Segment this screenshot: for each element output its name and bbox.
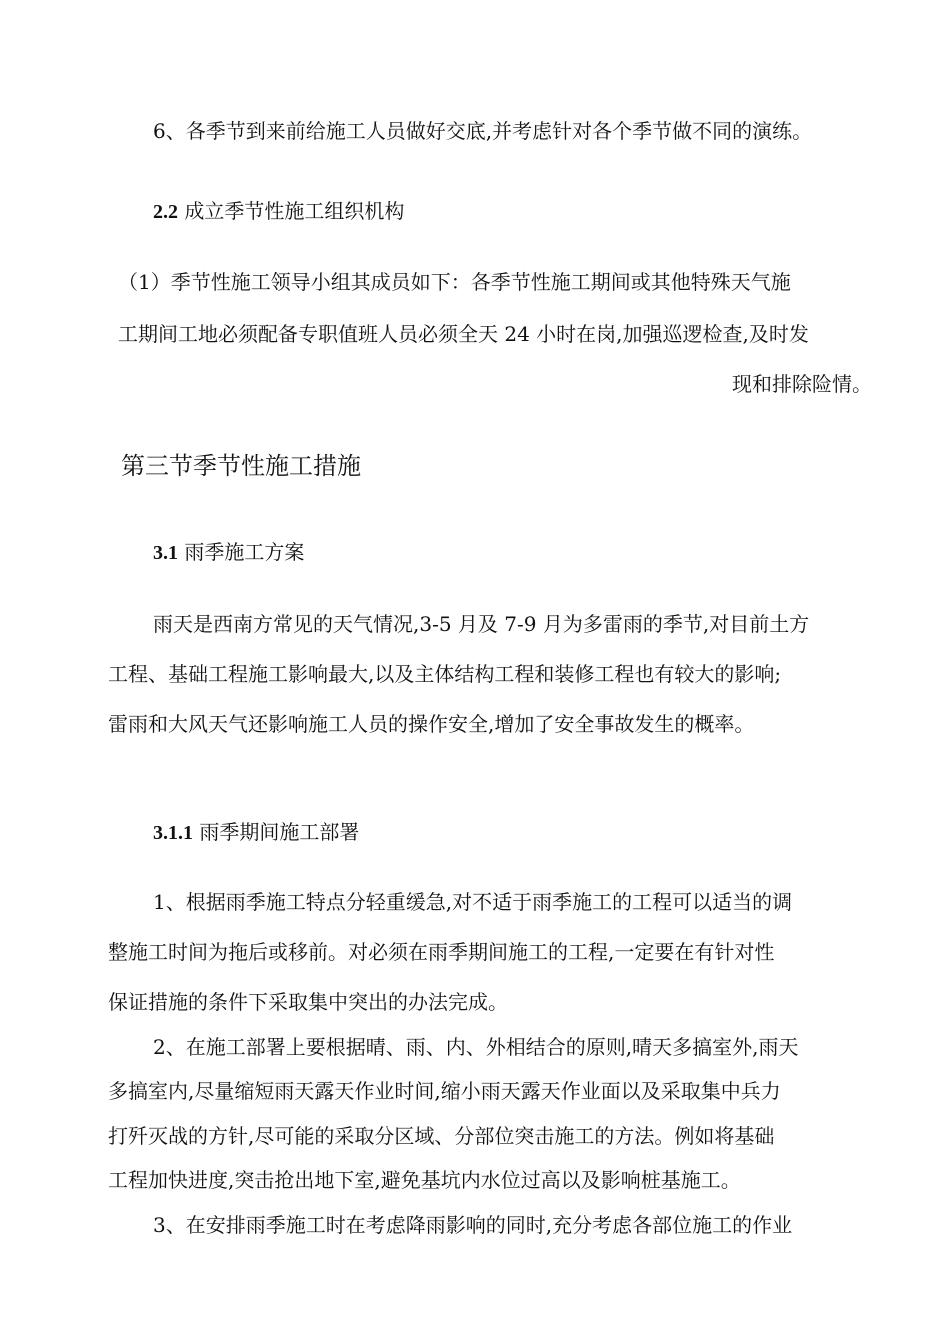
heading-text: 雨季施工方案 [184, 540, 305, 564]
paragraph-leading-group-line-1: （1）季节性施工领导小组其成员如下：各季节性施工期间或其他特殊天气施 [118, 270, 791, 294]
paragraph-item-6: 6、各季节到来前给施工人员做好交底,并考虑针对各个季节做不同的演练。 [153, 119, 813, 143]
heading-2-2 [153, 197, 404, 226]
heading-3-1-1 [153, 818, 359, 847]
paragraph-leading-group-line-3: 现和排除险情。 [732, 372, 872, 396]
heading-text: 雨季期间施工部署 [199, 820, 360, 844]
heading-3-1 [153, 538, 304, 567]
heading-number: 2.2 [153, 201, 178, 223]
list-item-2-line-2: 多搞室内,尽量缩短雨天露天作业时间,缩小雨天露天作业面以及采取集中兵力 [108, 1079, 781, 1103]
paragraph-leading-group-line-2: 工期间工地必须配备专职值班人员必须全天 24 小时在岗,加强巡逻检查,及时发 [118, 322, 809, 346]
paragraph-rain-line-3: 雷雨和大风天气还影响施工人员的操作安全,增加了安全事故发生的概率。 [108, 712, 755, 736]
list-item-1-line-1: 1、根据雨季施工特点分轻重缓急,对不适于雨季施工的工程可以适当的调 [153, 890, 793, 914]
heading-text: 成立季节性施工组织机构 [184, 199, 405, 223]
list-item-1-line-3: 保证措施的条件下采取集中突出的办法完成。 [108, 990, 508, 1014]
list-item-2-line-1: 2、在施工部署上要根据晴、雨、内、外相结合的原则,晴天多搞室外,雨天 [153, 1035, 799, 1059]
heading-number: 3.1 [153, 542, 178, 564]
paragraph-rain-line-2: 工程、基础工程施工影响最大,以及主体结构工程和装修工程也有较大的影响; [108, 662, 782, 686]
list-item-1-line-2: 整施工时间为拖后或移前。对必须在雨季期间施工的工程,一定要在有针对性 [108, 940, 775, 964]
section-title-3: 第三节季节性施工措施 [121, 452, 361, 480]
list-item-3-line-1: 3、在安排雨季施工时在考虑降雨影响的同时,充分考虑各部位施工的作业 [153, 1213, 793, 1237]
list-item-2-line-4: 工程加快进度,突击抢出地下室,避免基坑内水位过高以及影响桩基施工。 [108, 1168, 741, 1192]
heading-number: 3.1.1 [153, 822, 193, 844]
paragraph-rain-line-1: 雨天是西南方常见的天气情况,3-5 月及 7-9 月为多雷雨的季节,对目前土方 [153, 612, 810, 636]
list-item-2-line-3: 打歼灭战的方针,尽可能的采取分区域、分部位突击施工的方法。例如将基础 [108, 1124, 775, 1148]
